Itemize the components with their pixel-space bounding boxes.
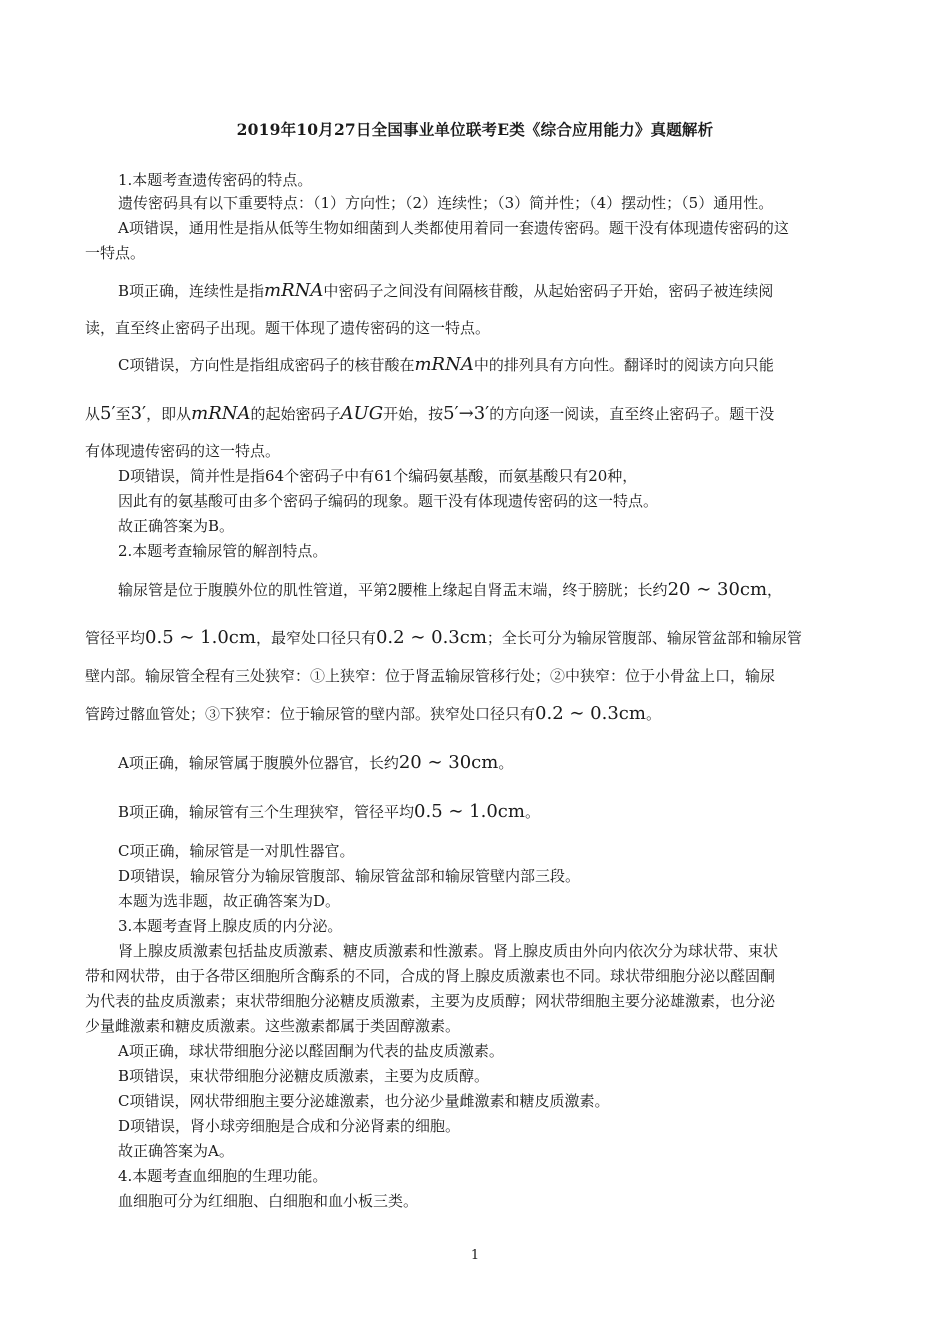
paragraph-line xyxy=(85,404,865,424)
paragraph-line: C项错误，网状带细胞主要分泌雄激素，也分泌少量雌激素和糖皮质激素。 xyxy=(118,1092,610,1110)
paragraph-line: 为代表的盐皮质激素；束状带细胞分泌糖皮质激素，主要为皮质醇；网状带细胞主要分泌雄激素，也分泌 xyxy=(85,992,776,1010)
text-run: 。 xyxy=(645,705,661,723)
math-formula: mRNA xyxy=(264,280,324,301)
paragraph-line xyxy=(118,580,898,600)
answer-line: 本题为选非题，故正确答案为D。 xyxy=(118,892,341,910)
paragraph-line: 少量雌激素和糖皮质激素。这些激素都属于类固醇激素。 xyxy=(85,1017,461,1035)
text-run: C项错误，方向性是指组成密码子的核苷酸在 xyxy=(118,356,415,374)
math-formula: 20 ∼ 30cm xyxy=(398,752,499,773)
text-run: ；全长可分为输尿管腹部、输尿管盆部和输尿管 xyxy=(486,629,802,647)
page-number: 1 xyxy=(470,1248,480,1263)
text-run: 管跨过髂血管处；③下狭窄：位于输尿管的壁内部。狭窄处口径只有 xyxy=(85,705,536,723)
text-run: ， xyxy=(767,581,783,599)
text-run: 中密码子之间没有间隔核苷酸，从起始密码子开始，密码子被连续阅 xyxy=(323,282,774,300)
math-formula: AUG xyxy=(340,403,384,424)
math-formula: 5′ xyxy=(100,403,116,424)
text-run: 至 xyxy=(115,405,131,423)
paragraph-line xyxy=(85,704,865,724)
paragraph-line: 遗传密码具有以下重要特点：（1）方向性；（2）连续性；（3）简并性；（4）摆动性；（5）通用性。 xyxy=(118,194,774,212)
paragraph-line: B项错误，束状带细胞分泌糖皮质激素，主要为皮质醇。 xyxy=(118,1067,490,1085)
answer-line: 故正确答案为A。 xyxy=(118,1142,234,1160)
math-formula: 0.5 ∼ 1.0cm xyxy=(145,627,256,648)
answer-line: 故正确答案为B。 xyxy=(118,517,235,535)
text-run: B项正确，输尿管有三个生理狭窄，管径平均 xyxy=(118,803,415,821)
page-title: 2019年10月27日全国事业单位联考E类《综合应用能力》真题解析 xyxy=(236,120,714,139)
math-formula: 0.2 ∼ 0.3cm xyxy=(535,703,646,724)
math-formula: 0.5 ∼ 1.0cm xyxy=(414,801,525,822)
question-3-heading: 3.本题考查肾上腺皮质的内分泌。 xyxy=(118,917,343,935)
paragraph-line: A项错误，通用性是指从低等生物如细菌到人类都使用着同一套遗传密码。题干没有体现遗传密码的这 xyxy=(118,219,789,237)
text-run: 开始，按 xyxy=(383,405,444,423)
question-2-heading: 2.本题考查输尿管的解剖特点。 xyxy=(118,542,328,560)
paragraph-line: 读，直至终止密码子出现。题干体现了遗传密码的这一特点。 xyxy=(85,319,491,337)
paragraph-line xyxy=(118,355,898,375)
text-run: 管径平均 xyxy=(85,629,146,647)
paragraph-line: C项正确，输尿管是一对肌性器官。 xyxy=(118,842,355,860)
text-run: 输尿管是位于腹膜外位的肌性管道，平第2腰椎上缘起自肾盂末端，终于膀胱；长约 xyxy=(118,581,668,599)
math-formula: 5′→3′ xyxy=(443,403,490,424)
paragraph-line: 血细胞可分为红细胞、白细胞和血小板三类。 xyxy=(118,1192,419,1210)
paragraph-line xyxy=(118,802,898,822)
paragraph-line: 壁内部。输尿管全程有三处狭窄：①上狭窄：位于肾盂输尿管移行处；②中狭窄：位于小骨盆上口，输尿 xyxy=(85,667,776,685)
paragraph-line: D项错误，肾小球旁细胞是合成和分泌肾素的细胞。 xyxy=(118,1117,461,1135)
text-run: 的起始密码子 xyxy=(250,405,341,423)
paragraph-line xyxy=(85,628,865,648)
paragraph-line: D项错误，简并性是指64个密码子中有61个编码氨基酸，而氨基酸只有20种， xyxy=(118,467,638,485)
question-1-heading: 1.本题考查遗传密码的特点。 xyxy=(118,171,313,189)
paragraph-line xyxy=(118,753,898,773)
question-4-heading: 4.本题考查血细胞的生理功能。 xyxy=(118,1167,328,1185)
text-run: ，即从 xyxy=(146,405,192,423)
math-formula: 20 ∼ 30cm xyxy=(667,579,768,600)
paragraph-line: 带和网状带，由于各带区细胞所含酶系的不同，合成的肾上腺皮质激素也不同。球状带细胞分泌以醛固酮 xyxy=(85,967,776,985)
text-run: 从 xyxy=(85,405,101,423)
paragraph-line: D项错误，输尿管分为输尿管腹部、输尿管盆部和输尿管壁内部三段。 xyxy=(118,867,581,885)
text-run: 。 xyxy=(498,754,514,772)
math-formula: mRNA xyxy=(414,354,474,375)
paragraph-line xyxy=(118,281,898,301)
text-run: A项正确，输尿管属于腹膜外位器官，长约 xyxy=(118,754,399,772)
paragraph-line: A项正确，球状带细胞分泌以醛固酮为代表的盐皮质激素。 xyxy=(118,1042,504,1060)
text-run: B项正确，连续性是指 xyxy=(118,282,265,300)
paragraph-line: 一特点。 xyxy=(85,244,146,262)
text-run: 的方向逐一阅读，直至终止密码子。题干没 xyxy=(489,405,775,423)
text-run: ，最窄处口径只有 xyxy=(255,629,376,647)
text-run: 。 xyxy=(524,803,540,821)
paragraph-line: 肾上腺皮质激素包括盐皮质激素、糖皮质激素和性激素。肾上腺皮质由外向内依次分为球状带、束状 xyxy=(118,942,779,960)
paragraph-line: 有体现遗传密码的这一特点。 xyxy=(85,442,281,460)
paragraph-line: 因此有的氨基酸可由多个密码子编码的现象。题干没有体现遗传密码的这一特点。 xyxy=(118,492,659,510)
text-run: 中的排列具有方向性。翻译时的阅读方向只能 xyxy=(473,356,774,374)
math-formula: 3′ xyxy=(130,403,147,424)
math-formula: 0.2 ∼ 0.3cm xyxy=(375,627,487,648)
math-formula: mRNA xyxy=(191,403,251,424)
